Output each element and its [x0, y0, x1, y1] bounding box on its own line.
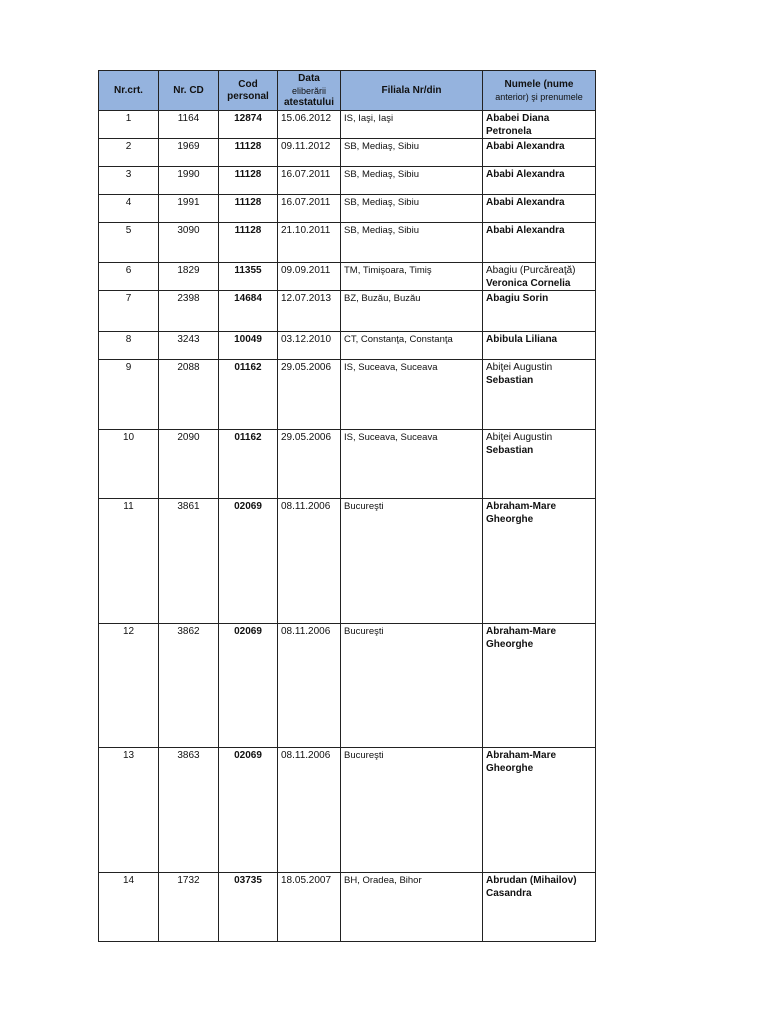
row-nr-crt: 12 [99, 624, 159, 748]
header-data-line1: Data [298, 72, 320, 84]
row-nr-cd: 1991 [159, 195, 219, 223]
row-numele [483, 332, 596, 360]
row-name-line: Ababei Diana [486, 113, 550, 124]
row-nr-cd: 3243 [159, 332, 219, 360]
row-filiala: IS, Iaşi, Iaşi [341, 111, 483, 139]
row-name-line: Abagiu Sorin [486, 293, 549, 304]
row-filiala: SB, Mediaş, Sibiu [341, 195, 483, 223]
row-filiala: Bucureşti [341, 748, 483, 873]
row-filiala: BH, Oradea, Bihor [341, 873, 483, 942]
row-numele [483, 195, 596, 223]
row-data-eliberarii: 08.11.2006 [278, 499, 341, 624]
row-name-line: Ababi Alexandra [486, 169, 565, 180]
row-cod-personal: 02069 [219, 499, 278, 624]
row-name-line: Sebastian [486, 445, 534, 456]
row-filiala: IS, Suceava, Suceava [341, 430, 483, 499]
row-nr-crt: 6 [99, 263, 159, 291]
row-nr-crt: 2 [99, 139, 159, 167]
row-name-line: Abraham-Mare [486, 750, 557, 761]
row-cod-personal: 02069 [219, 748, 278, 873]
table-row [99, 748, 596, 873]
row-nr-crt: 10 [99, 430, 159, 499]
row-cod-personal: 01162 [219, 430, 278, 499]
row-nr-crt: 9 [99, 360, 159, 430]
row-nr-cd: 3863 [159, 748, 219, 873]
header-data-eliberarii [278, 71, 341, 111]
table-row [99, 430, 596, 499]
table-row [99, 195, 596, 223]
header-data-line3: atestatului [283, 96, 334, 108]
row-name-line: Casandra [486, 888, 532, 899]
row-numele [483, 748, 596, 873]
header-row [99, 71, 596, 111]
row-nr-cd: 2090 [159, 430, 219, 499]
row-nr-cd: 2398 [159, 291, 219, 332]
row-nume-anterior: Abiţei Augustin [486, 432, 553, 443]
row-numele [483, 111, 596, 139]
row-data-eliberarii: 21.10.2011 [278, 223, 341, 263]
row-numele [483, 291, 596, 332]
row-filiala: Bucureşti [341, 624, 483, 748]
row-nr-crt: 11 [99, 499, 159, 624]
row-nr-cd: 1829 [159, 263, 219, 291]
row-numele [483, 263, 596, 291]
row-name-line: Ababi Alexandra [486, 225, 565, 236]
row-name-line: Abrudan (Mihailov) [486, 875, 577, 886]
header-numele [483, 71, 596, 111]
row-nume-anterior: Abiţei Augustin [486, 362, 553, 373]
row-numele [483, 873, 596, 942]
row-cod-personal: 01162 [219, 360, 278, 430]
row-cod-personal: 11128 [219, 167, 278, 195]
row-cod-personal: 12874 [219, 111, 278, 139]
row-data-eliberarii: 08.11.2006 [278, 624, 341, 748]
table-row [99, 263, 596, 291]
row-nr-crt: 1 [99, 111, 159, 139]
row-nr-crt: 13 [99, 748, 159, 873]
table-row [99, 223, 596, 263]
table-row [99, 332, 596, 360]
row-cod-personal: 10049 [219, 332, 278, 360]
table-row [99, 291, 596, 332]
row-name-line: Veronica Cornelia [486, 278, 571, 289]
row-nr-cd: 3861 [159, 499, 219, 624]
row-name-line: Ababi Alexandra [486, 197, 565, 208]
table-row [99, 111, 596, 139]
row-name-line: Ababi Alexandra [486, 141, 565, 152]
row-name-line: Sebastian [486, 375, 534, 386]
row-name-line: Gheorghe [486, 763, 534, 774]
row-nume-anterior: Abagiu (Purcăreaţă) [486, 265, 576, 276]
row-name-line: Petronela [486, 126, 532, 137]
row-nr-cd: 1990 [159, 167, 219, 195]
row-data-eliberarii: 03.12.2010 [278, 332, 341, 360]
row-filiala: TM, Timişoara, Timiş [341, 263, 483, 291]
row-data-eliberarii: 29.05.2006 [278, 360, 341, 430]
row-nr-cd: 1969 [159, 139, 219, 167]
row-numele [483, 624, 596, 748]
row-cod-personal: 11128 [219, 223, 278, 263]
header-nr-crt: Nr.crt. [99, 71, 159, 111]
row-cod-personal: 14684 [219, 291, 278, 332]
row-data-eliberarii: 08.11.2006 [278, 748, 341, 873]
row-filiala: Bucureşti [341, 499, 483, 624]
row-nr-cd: 1164 [159, 111, 219, 139]
row-filiala: SB, Mediaş, Sibiu [341, 167, 483, 195]
row-name-line: Abibula Liliana [486, 334, 558, 345]
row-nr-cd: 2088 [159, 360, 219, 430]
registry-table [98, 70, 596, 942]
row-cod-personal: 11128 [219, 195, 278, 223]
table-row [99, 624, 596, 748]
row-nr-crt: 4 [99, 195, 159, 223]
row-numele [483, 360, 596, 430]
row-numele [483, 139, 596, 167]
row-data-eliberarii: 16.07.2011 [278, 167, 341, 195]
row-cod-personal: 02069 [219, 624, 278, 748]
table-row [99, 167, 596, 195]
table-row [99, 139, 596, 167]
row-nr-crt: 8 [99, 332, 159, 360]
row-name-line: Gheorghe [486, 514, 534, 525]
row-data-eliberarii: 15.06.2012 [278, 111, 341, 139]
row-filiala: CT, Constanţa, Constanţa [341, 332, 483, 360]
table-row [99, 499, 596, 624]
row-nr-crt: 5 [99, 223, 159, 263]
row-data-eliberarii: 18.05.2007 [278, 873, 341, 942]
header-numele-line2: anterior) şi prenumele [495, 91, 583, 102]
header-cod-personal [219, 71, 278, 111]
row-nr-crt: 7 [99, 291, 159, 332]
row-data-eliberarii: 09.11.2012 [278, 139, 341, 167]
header-cod-line1: Cod [238, 78, 258, 90]
table-row [99, 360, 596, 430]
header-filiala: Filiala Nr/din [341, 71, 483, 111]
header-nr-cd: Nr. CD [159, 71, 219, 111]
row-data-eliberarii: 29.05.2006 [278, 430, 341, 499]
row-filiala: SB, Mediaş, Sibiu [341, 223, 483, 263]
row-name-line: Abraham-Mare [486, 501, 557, 512]
row-nr-cd: 3090 [159, 223, 219, 263]
row-name-line: Abraham-Mare [486, 626, 557, 637]
row-nr-cd: 3862 [159, 624, 219, 748]
row-data-eliberarii: 16.07.2011 [278, 195, 341, 223]
row-filiala: SB, Mediaş, Sibiu [341, 139, 483, 167]
row-data-eliberarii: 12.07.2013 [278, 291, 341, 332]
row-numele [483, 499, 596, 624]
row-data-eliberarii: 09.09.2011 [278, 263, 341, 291]
row-cod-personal: 11355 [219, 263, 278, 291]
row-cod-personal: 11128 [219, 139, 278, 167]
header-cod-line2: personal [227, 90, 269, 102]
header-numele-line1: Numele (nume [504, 78, 574, 90]
table-row [99, 873, 596, 942]
row-numele [483, 167, 596, 195]
row-nr-crt: 3 [99, 167, 159, 195]
row-nr-crt: 14 [99, 873, 159, 942]
row-cod-personal: 03735 [219, 873, 278, 942]
header-data-line2: eliberării [291, 85, 326, 96]
row-filiala: BZ, Buzău, Buzău [341, 291, 483, 332]
row-numele [483, 223, 596, 263]
row-nr-cd: 1732 [159, 873, 219, 942]
row-numele [483, 430, 596, 499]
row-name-line: Gheorghe [486, 639, 534, 650]
row-filiala: IS, Suceava, Suceava [341, 360, 483, 430]
